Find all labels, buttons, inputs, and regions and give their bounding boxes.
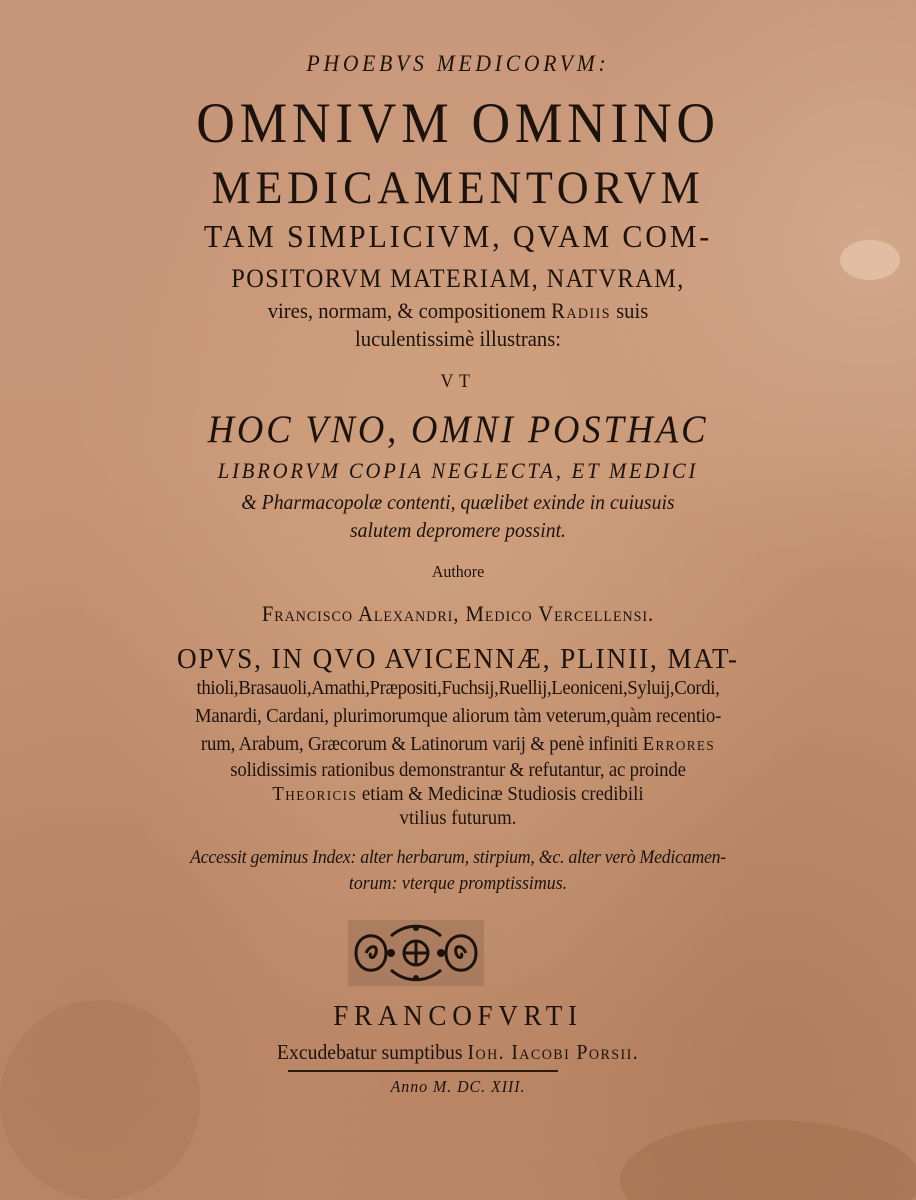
opus-body-1: thioli,Brasauoli,Amathi,Præpositi,Fuchsij,Ruellij,Leoniceni,Syluij,Cordi, <box>196 677 720 699</box>
printer-name: Ioh. Iacobi Porsii. <box>467 1040 640 1064</box>
title-line-6: luculentissimè illustrans: <box>355 326 561 351</box>
accessit-line-2: torum: vterque promptissimus. <box>348 873 568 894</box>
librorum-line: LIBRORVM COPIA NEGLECTA, ET MEDICI <box>217 458 699 483</box>
errores-word: Errores <box>642 733 716 755</box>
opus-body-4: solidissimis rationibus demonstrantur & refutantur, ac proinde <box>230 759 686 781</box>
title-line-1: OMNIVM OMNINO <box>196 92 720 155</box>
imprint-year: Anno M. DC. XIII. <box>390 1077 526 1096</box>
imprint-rule <box>288 1070 558 1072</box>
vt-line: VT <box>440 371 476 392</box>
title-line-3: TAM SIMPLICIVM, QVAM COM- <box>203 218 713 254</box>
theoricis-word: Theoricis <box>272 783 358 805</box>
pharma-line: & Pharmacopolæ contenti, quælibet exinde in cuiusuis <box>241 490 675 514</box>
opus-body-6: vtilius futurum. <box>399 807 517 829</box>
accessit-line-1: Accessit geminus Index: alter herbarum, stirpium, &c. alter verò Medicamen- <box>190 847 726 868</box>
title-line-5-text: vires, normam, & compositionem <box>267 298 552 323</box>
hoc-line: HOC VNO, OMNI POSTHAC <box>207 408 709 451</box>
imprint-place: FRANCOFVRTI <box>333 1000 583 1032</box>
title-line-5 <box>28 300 888 322</box>
opus-line: OPVS, IN QVO AVICENNÆ, PLINII, MAT- <box>177 643 739 675</box>
imprint-printer-text: Excudebatur sumptibus <box>276 1040 468 1064</box>
header-line: PHOEBVS MEDICORVM: <box>306 51 610 76</box>
title-line-5-end: suis <box>610 298 649 323</box>
opus-body-2: Manardi, Cardani, plurimorumque aliorum tàm veterum,quàm recentio- <box>194 705 722 727</box>
author-name: Francisco Alexandri, Medico Vercellensi. <box>261 601 655 626</box>
authore-label: Authore <box>431 562 485 581</box>
title-line-4: POSITORVM MATERIAM, NATVRAM, <box>231 264 685 293</box>
printers-ornament-icon <box>346 918 486 988</box>
radiis-word: Radiis <box>551 298 611 323</box>
opus-body-3-text: rum, Arabum, Græcorum & Latinorum varij & penè infiniti <box>200 733 643 755</box>
imprint-printer <box>28 1042 888 1063</box>
title-line-2: MEDICAMENTORVM <box>211 162 705 214</box>
opus-body-3 <box>28 734 888 754</box>
opus-body-5-text: etiam & Medicinæ Studiosis credibili <box>357 783 644 805</box>
opus-body-5 <box>28 784 888 804</box>
salutem-line: salutem depromere possint. <box>350 518 566 542</box>
paper-stain <box>620 1120 916 1200</box>
